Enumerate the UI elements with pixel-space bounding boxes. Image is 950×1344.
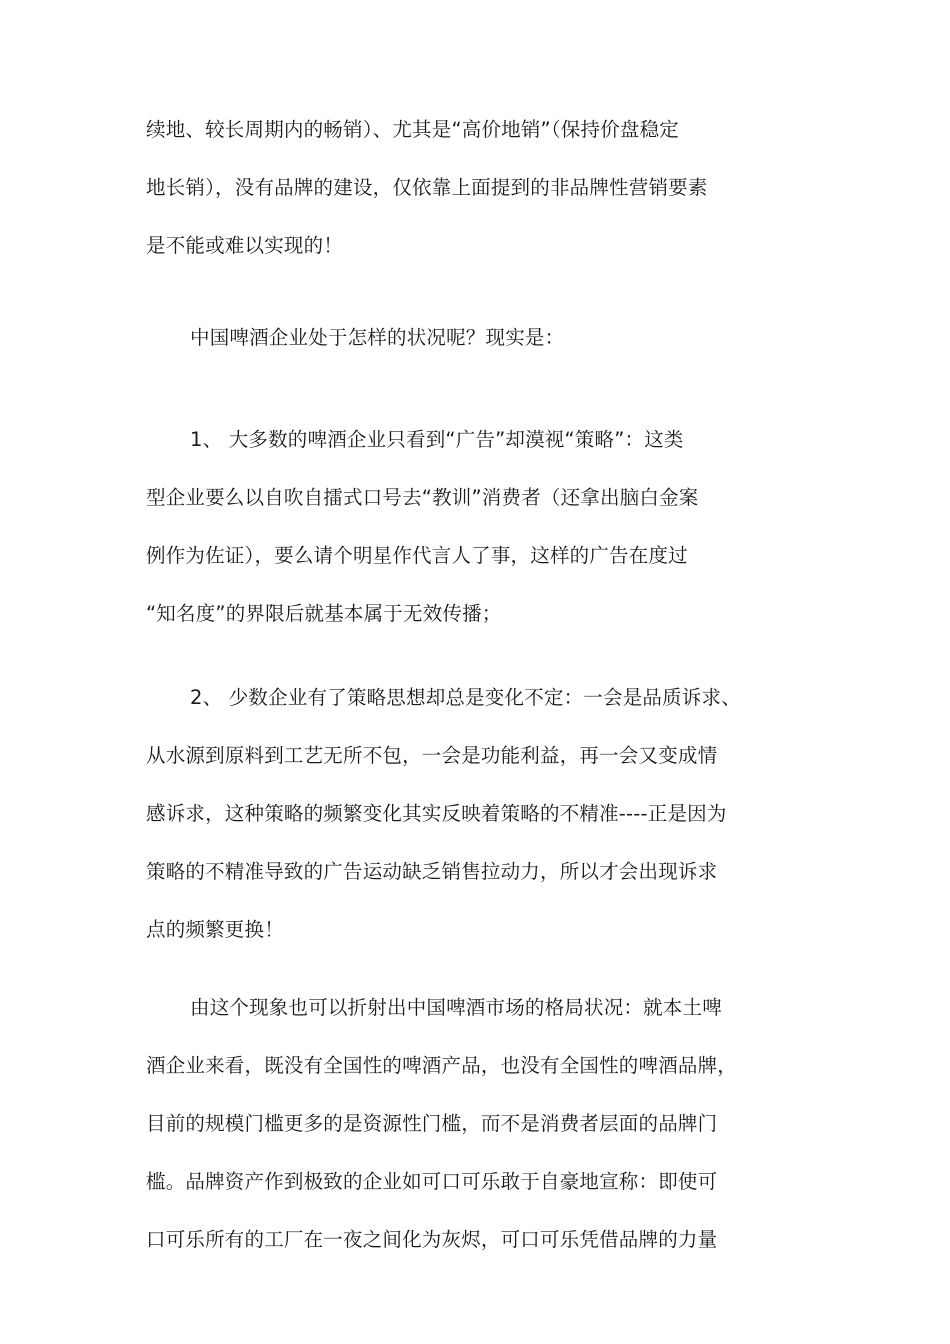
paragraph-1 <box>146 117 846 291</box>
paragraph-4 <box>146 685 846 975</box>
paragraph-5 <box>146 995 846 1285</box>
paragraph-line: 是不能或难以实现的！ <box>146 234 344 257</box>
paragraph-line: “知名度”的界限后就基本属于无效传播； <box>146 602 502 625</box>
paragraph-line: 续地、较长周期内的畅销）、尤其是“高价地销”（保持价盘稳定 <box>146 118 680 141</box>
paragraph-line: 策略的不精准导致的广告运动缺乏销售拉动力，所以才会出现诉求 <box>146 860 718 883</box>
paragraph-line: 口可乐所有的工厂在一夜之间化为灰烬，可口可乐凭借品牌的力量 <box>146 1228 718 1251</box>
paragraph-line: 从水源到原料到工艺无所不包，一会是功能利益，再一会又变成情 <box>146 744 718 767</box>
paragraph-line: 由这个现象也可以折射出中国啤酒市场的格局状况：就本土啤 <box>190 996 722 1019</box>
paragraph-line: 目前的规模门槛更多的是资源性门槛，而不是消费者层面的品牌门 <box>146 1112 718 1135</box>
paragraph-line: 例作为佐证），要么请个明星作代言人了事，这样的广告在度过 <box>146 544 688 567</box>
paragraph-line: 型企业要么以自吹自擂式口号去“教训”消费者（还拿出脑白金案 <box>146 486 699 509</box>
paragraph-line: 酒企业来看，既没有全国性的啤酒产品，也没有全国性的啤酒品牌， <box>146 1054 738 1077</box>
paragraph-3 <box>146 427 846 659</box>
paragraph-line: 2、 少数企业有了策略思想却总是变化不定：一会是品质诉求、 <box>190 686 741 709</box>
paragraph-line: 地长销），没有品牌的建设，仅依靠上面提到的非品牌性营销要素 <box>146 176 708 199</box>
paragraph-line: 感诉求，这种策略的频繁变化其实反映着策略的不精准----正是因为 <box>146 802 727 825</box>
paragraph-line: 1、 大多数的啤酒企业只看到“广告”却漠视“策略”：这类 <box>190 428 684 451</box>
paragraph-line: 点的频繁更换！ <box>146 918 284 941</box>
paragraph-line: 槛。品牌资产作到极致的企业如可口可乐敢于自豪地宣称：即使可 <box>146 1170 718 1193</box>
paragraph-line: 中国啤酒企业处于怎样的状况呢？现实是： <box>190 326 565 349</box>
paragraph-2 <box>146 325 846 383</box>
